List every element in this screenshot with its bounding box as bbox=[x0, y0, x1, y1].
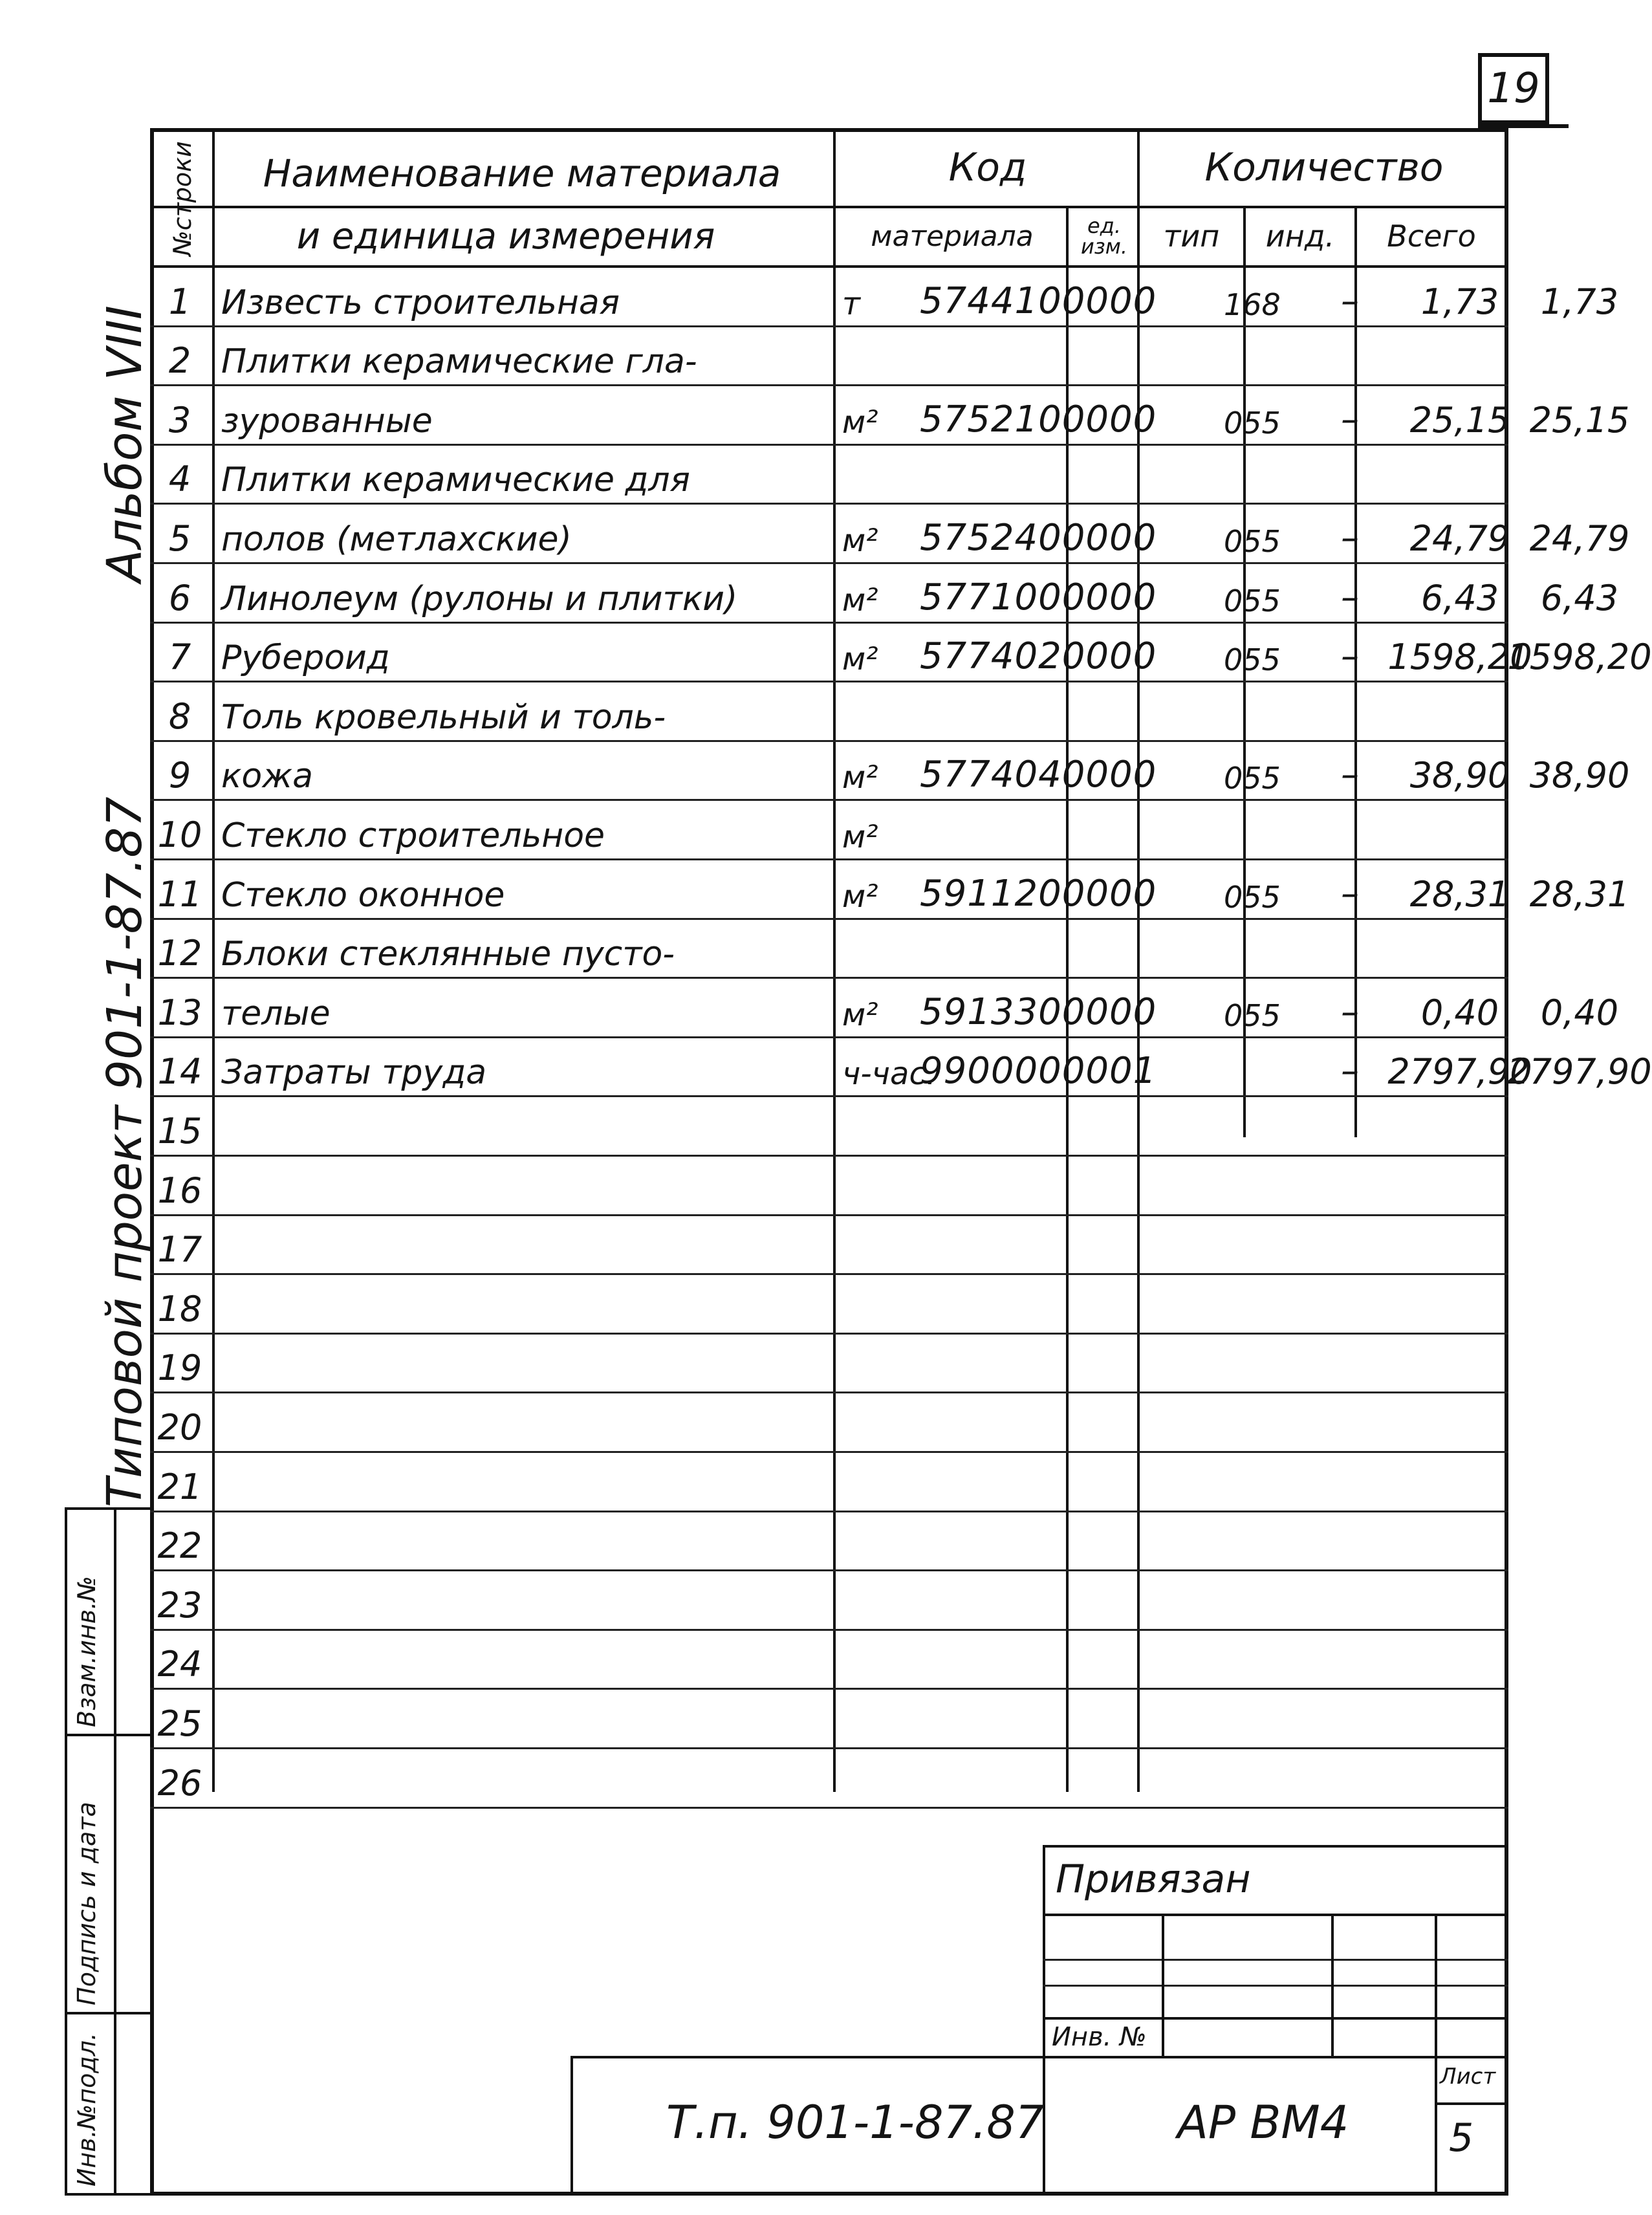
side-stamp-div1 bbox=[65, 1734, 153, 1736]
qty-total bbox=[1515, 801, 1644, 860]
material-code: 5752400000 bbox=[920, 516, 1157, 559]
qty-tip bbox=[1298, 801, 1402, 860]
stamp-top bbox=[1043, 1845, 1508, 1848]
material-name: Плитки керамические гла- bbox=[221, 342, 697, 382]
table-row bbox=[150, 386, 1630, 446]
material-name bbox=[221, 1216, 900, 1276]
material-name: Стекло оконное bbox=[221, 875, 505, 915]
unit-code: 055 bbox=[1224, 583, 1281, 618]
qty-tip bbox=[1298, 1393, 1402, 1453]
qty-tip bbox=[1298, 1749, 1402, 1809]
qty-total: 2797,90 bbox=[1507, 1051, 1652, 1093]
table-row bbox=[150, 1335, 1508, 1394]
row-number: 6 bbox=[168, 577, 191, 618]
material-code: 5913300000 bbox=[920, 990, 1157, 1033]
qty-total: 6,43 bbox=[1540, 577, 1619, 618]
qty-total bbox=[1515, 682, 1644, 742]
table-row bbox=[150, 1216, 1508, 1276]
material-code bbox=[920, 1631, 1211, 1690]
unit-code bbox=[1224, 1749, 1295, 1809]
material-code: 5911200000 bbox=[920, 872, 1157, 915]
material-name bbox=[221, 1690, 900, 1749]
table-row bbox=[150, 682, 1508, 742]
row-number: 20 bbox=[157, 1406, 202, 1448]
unit-code: 055 bbox=[1224, 642, 1281, 678]
table-row bbox=[150, 1157, 1508, 1216]
material-name: Стекло строительное bbox=[221, 816, 605, 855]
qty-ind bbox=[1405, 801, 1515, 860]
qty-ind bbox=[1405, 327, 1515, 387]
row-number: 22 bbox=[157, 1525, 202, 1567]
stamp-inv-no: Инв. № bbox=[1052, 2022, 1147, 2052]
material-code: 5752100000 bbox=[920, 398, 1157, 441]
table-row bbox=[150, 564, 1619, 624]
material-name: зурованные bbox=[221, 401, 433, 441]
qty-tip bbox=[1298, 1453, 1402, 1512]
project-title: Типовой проект 901-1-87.87 bbox=[97, 796, 153, 1507]
qty-ind: 2797,90 bbox=[1387, 1051, 1532, 1093]
unit-code bbox=[1224, 1690, 1295, 1749]
stamp-vcol2 bbox=[1331, 1914, 1334, 2056]
qty-ind bbox=[1405, 920, 1515, 979]
unit-code bbox=[1224, 1393, 1295, 1453]
qty-tip: – bbox=[1341, 516, 1359, 559]
table-row bbox=[150, 1453, 1508, 1512]
material-code bbox=[920, 446, 1211, 505]
material-name bbox=[221, 1453, 900, 1512]
unit-code bbox=[1224, 1157, 1295, 1216]
row-number: 3 bbox=[168, 399, 191, 441]
sheet-number: 5 bbox=[1449, 2115, 1474, 2161]
qty-total bbox=[1515, 920, 1644, 979]
qty-ind bbox=[1405, 1690, 1515, 1749]
table-row bbox=[150, 446, 1508, 505]
qty-total bbox=[1515, 1157, 1644, 1216]
qty-tip: – bbox=[1341, 635, 1359, 678]
material-code: 5774020000 bbox=[920, 635, 1157, 678]
material-code bbox=[920, 327, 1211, 387]
unit-code bbox=[1224, 327, 1295, 387]
header-qty-tip: тип bbox=[1163, 219, 1220, 254]
table-row bbox=[150, 1631, 1508, 1690]
qty-total: 24,79 bbox=[1529, 518, 1630, 559]
row-number: 2 bbox=[168, 340, 191, 382]
qty-ind: 25,15 bbox=[1409, 399, 1510, 441]
qty-total bbox=[1515, 1216, 1644, 1276]
unit-code bbox=[1224, 801, 1295, 860]
qty-ind: 38,90 bbox=[1409, 755, 1510, 796]
qty-tip: – bbox=[1341, 398, 1359, 441]
material-code bbox=[920, 1157, 1211, 1216]
material-code bbox=[920, 1335, 1211, 1394]
album-title: Альбом VIII bbox=[97, 305, 153, 582]
qty-tip bbox=[1298, 446, 1402, 505]
material-code bbox=[920, 801, 1211, 860]
unit-code: 055 bbox=[1224, 405, 1281, 441]
material-code bbox=[920, 1275, 1211, 1335]
unit-code: 055 bbox=[1224, 523, 1281, 559]
row-number: 8 bbox=[168, 695, 191, 737]
row-number: 14 bbox=[157, 1051, 202, 1093]
qty-total: 1598,20 bbox=[1507, 637, 1652, 678]
qty-total bbox=[1515, 1453, 1644, 1512]
qty-ind bbox=[1405, 1335, 1515, 1394]
qty-ind: 1598,20 bbox=[1387, 637, 1532, 678]
qty-ind bbox=[1405, 1097, 1515, 1157]
material-name bbox=[221, 1275, 900, 1335]
material-name: Рубероид bbox=[221, 638, 390, 678]
table-row bbox=[150, 1749, 1508, 1809]
qty-tip: – bbox=[1341, 576, 1359, 618]
qty-ind: 28,31 bbox=[1409, 873, 1510, 915]
material-code bbox=[920, 1393, 1211, 1453]
qty-total bbox=[1515, 1097, 1644, 1157]
qty-tip: – bbox=[1341, 872, 1359, 915]
section-code: АР ВМ4 bbox=[1177, 2096, 1349, 2149]
qty-total bbox=[1515, 1631, 1644, 1690]
side-stamp-top bbox=[65, 1507, 153, 1510]
qty-tip bbox=[1298, 682, 1402, 742]
qty-tip: – bbox=[1341, 990, 1359, 1033]
header-qty-ind: инд. bbox=[1265, 219, 1335, 254]
qty-ind bbox=[1405, 1275, 1515, 1335]
side-label-vzam: Взам.инв.№ bbox=[72, 1576, 101, 1727]
table-row bbox=[150, 505, 1630, 564]
qty-total: 0,40 bbox=[1540, 992, 1619, 1033]
qty-ind: 1,73 bbox=[1420, 281, 1499, 322]
qty-total bbox=[1515, 1512, 1644, 1572]
table-row bbox=[150, 1275, 1508, 1335]
row-number: 23 bbox=[157, 1584, 202, 1626]
qty-total bbox=[1515, 1275, 1644, 1335]
table-row bbox=[150, 979, 1619, 1038]
qty-tip bbox=[1298, 1512, 1402, 1572]
table-row bbox=[150, 1690, 1508, 1749]
doc-code: Т.п. 901-1-87.87 bbox=[666, 2096, 1045, 2149]
material-name bbox=[221, 1157, 900, 1216]
row-number: 17 bbox=[157, 1229, 202, 1271]
table-row bbox=[150, 860, 1630, 920]
material-code bbox=[920, 1690, 1211, 1749]
unit-code bbox=[1224, 682, 1295, 742]
material-code bbox=[920, 1749, 1211, 1809]
unit-code: 055 bbox=[1224, 998, 1281, 1033]
qty-ind: 0,40 bbox=[1420, 992, 1499, 1033]
row-number: 4 bbox=[168, 459, 191, 500]
row-number: 24 bbox=[157, 1644, 202, 1685]
side-stamp-mid bbox=[114, 1507, 116, 2196]
material-name: Блоки стеклянные пусто- bbox=[221, 935, 675, 974]
unit-code bbox=[1224, 1216, 1295, 1276]
material-name: полов (метлахские) bbox=[221, 519, 572, 559]
qty-tip bbox=[1298, 920, 1402, 979]
measure-unit: м² bbox=[842, 818, 878, 855]
qty-tip: – bbox=[1341, 754, 1359, 796]
header-code: Код bbox=[948, 145, 1027, 190]
page-number: 19 bbox=[1478, 53, 1549, 124]
unit-code bbox=[1224, 920, 1295, 979]
side-label-podpis: Подпись и дата bbox=[72, 1802, 101, 2005]
row-number: 10 bbox=[157, 814, 202, 855]
stamp-row4 bbox=[1043, 2017, 1508, 2020]
row-number: 18 bbox=[157, 1288, 202, 1329]
material-name: кожа bbox=[221, 757, 313, 796]
qty-tip bbox=[1298, 1690, 1402, 1749]
qty-tip bbox=[1298, 1157, 1402, 1216]
qty-tip bbox=[1298, 1571, 1402, 1631]
material-name: Толь кровельный и толь- bbox=[221, 697, 666, 737]
header-quantity: Количество bbox=[1204, 145, 1444, 190]
material-code bbox=[920, 682, 1211, 742]
table-row bbox=[150, 801, 1508, 860]
qty-ind bbox=[1405, 682, 1515, 742]
material-code: 5771000000 bbox=[920, 576, 1157, 618]
unit-code bbox=[1224, 1097, 1295, 1157]
stamp-vcol3 bbox=[1435, 1914, 1437, 2196]
header-qty-total: Всего bbox=[1387, 219, 1476, 254]
row-number: 15 bbox=[157, 1110, 202, 1151]
side-stamp-left bbox=[65, 1507, 67, 2196]
sheet-label: Лист bbox=[1440, 2064, 1496, 2090]
qty-ind bbox=[1405, 1631, 1515, 1690]
unit-code bbox=[1224, 1453, 1295, 1512]
header-code-unit: ед. изм. bbox=[1080, 213, 1128, 259]
qty-total: 1,73 bbox=[1540, 281, 1619, 322]
qty-ind bbox=[1405, 446, 1515, 505]
header-name-line1: Наименование материала bbox=[263, 151, 781, 195]
row-number: 25 bbox=[157, 1703, 202, 1744]
material-code: 5774040000 bbox=[920, 754, 1157, 796]
material-name: телые bbox=[221, 994, 331, 1033]
material-code bbox=[920, 920, 1211, 979]
qty-tip bbox=[1298, 1631, 1402, 1690]
qty-tip bbox=[1298, 1275, 1402, 1335]
unit-code bbox=[1224, 446, 1295, 505]
qty-ind bbox=[1405, 1453, 1515, 1512]
stamp-row2 bbox=[1043, 1959, 1508, 1961]
qty-tip bbox=[1298, 1216, 1402, 1276]
row-number: 16 bbox=[157, 1170, 202, 1211]
material-name bbox=[221, 1571, 900, 1631]
qty-tip: – bbox=[1341, 279, 1359, 322]
qty-ind: 24,79 bbox=[1409, 518, 1510, 559]
qty-total: 28,31 bbox=[1529, 873, 1630, 915]
measure-unit: м² bbox=[842, 582, 878, 618]
unit-code bbox=[1224, 1038, 1295, 1098]
qty-ind bbox=[1405, 1393, 1515, 1453]
table-row bbox=[150, 1038, 1652, 1098]
qty-tip bbox=[1298, 327, 1402, 387]
material-code bbox=[920, 1571, 1211, 1631]
qty-total bbox=[1515, 446, 1644, 505]
table-row bbox=[150, 268, 1619, 327]
material-name bbox=[221, 1335, 900, 1394]
qty-ind bbox=[1405, 1512, 1515, 1572]
header-name-line2: и единица измерения bbox=[296, 215, 715, 257]
material-name: Линолеум (рулоны и плитки) bbox=[221, 579, 738, 618]
table-row bbox=[150, 1393, 1508, 1453]
table-row bbox=[150, 327, 1508, 387]
unit-code bbox=[1224, 1571, 1295, 1631]
row-number: 9 bbox=[168, 755, 191, 796]
title-block-left bbox=[571, 2056, 573, 2196]
measure-unit: м² bbox=[842, 996, 878, 1033]
qty-ind: 6,43 bbox=[1420, 577, 1499, 618]
qty-ind bbox=[1405, 1157, 1515, 1216]
unit-code bbox=[1224, 1335, 1295, 1394]
material-name: Затраты труда bbox=[221, 1053, 487, 1093]
material-name bbox=[221, 1393, 900, 1453]
row-number: 1 bbox=[168, 281, 191, 322]
measure-unit: м² bbox=[842, 878, 878, 915]
qty-total bbox=[1515, 327, 1644, 387]
header-row-number: №строки bbox=[168, 141, 197, 256]
material-name: Плитки керамические для bbox=[221, 461, 690, 500]
measure-unit: м² bbox=[842, 641, 878, 678]
unit-code: 055 bbox=[1224, 761, 1281, 796]
qty-total bbox=[1515, 1393, 1644, 1453]
qty-tip: – bbox=[1341, 1050, 1359, 1093]
unit-code: 168 bbox=[1224, 287, 1281, 322]
measure-unit: ч-час. bbox=[842, 1056, 937, 1093]
table-row bbox=[150, 624, 1652, 683]
row-number: 19 bbox=[157, 1348, 202, 1389]
qty-ind bbox=[1405, 1571, 1515, 1631]
qty-ind bbox=[1405, 1749, 1515, 1809]
unit-code bbox=[1224, 1275, 1295, 1335]
table-row bbox=[150, 742, 1630, 802]
qty-total bbox=[1515, 1571, 1644, 1631]
measure-unit: м² bbox=[842, 404, 878, 441]
stamp-row3 bbox=[1043, 1985, 1508, 1987]
stamp-privyazan: Привязан bbox=[1056, 1857, 1251, 1902]
stamp-vcol1 bbox=[1162, 1914, 1164, 2056]
qty-ind bbox=[1405, 1216, 1515, 1276]
row-number: 12 bbox=[157, 933, 202, 974]
side-label-inv: Инв.№подл. bbox=[72, 2032, 101, 2187]
header-code-material: материала bbox=[871, 219, 1034, 253]
table-row bbox=[150, 1571, 1508, 1631]
qty-tip bbox=[1298, 1335, 1402, 1394]
title-block-top bbox=[571, 2056, 1508, 2058]
row-number: 11 bbox=[157, 873, 202, 915]
row-divider bbox=[150, 1807, 1508, 1809]
measure-unit: м² bbox=[842, 522, 878, 559]
measure-unit: м² bbox=[842, 759, 878, 796]
qty-tip bbox=[1298, 1097, 1402, 1157]
qty-total: 25,15 bbox=[1529, 399, 1630, 441]
row-number: 21 bbox=[157, 1466, 202, 1507]
material-code: 9900000001 bbox=[920, 1050, 1157, 1093]
sheet-divider bbox=[1435, 2102, 1508, 2105]
material-code: 5744100000 bbox=[920, 279, 1157, 322]
row-number: 13 bbox=[157, 992, 202, 1033]
material-code bbox=[920, 1216, 1211, 1276]
material-name bbox=[221, 1631, 900, 1690]
side-stamp-bottom bbox=[65, 2193, 153, 2196]
unit-code bbox=[1224, 1631, 1295, 1690]
unit-code bbox=[1224, 1512, 1295, 1572]
measure-unit: т bbox=[842, 285, 860, 322]
qty-total bbox=[1515, 1335, 1644, 1394]
unit-code: 055 bbox=[1224, 879, 1281, 915]
side-stamp-div2 bbox=[65, 2012, 153, 2014]
material-code bbox=[920, 1512, 1211, 1572]
qty-total bbox=[1515, 1690, 1644, 1749]
row-number: 5 bbox=[168, 518, 191, 559]
material-code bbox=[920, 1097, 1211, 1157]
row-number: 26 bbox=[157, 1762, 202, 1804]
material-name bbox=[221, 1097, 900, 1157]
material-name bbox=[221, 1512, 900, 1572]
row-number: 7 bbox=[168, 637, 191, 678]
table-row bbox=[150, 920, 1508, 979]
material-name: Известь строительная bbox=[221, 283, 620, 322]
material-code bbox=[920, 1453, 1211, 1512]
qty-total: 38,90 bbox=[1529, 755, 1630, 796]
stamp-row1 bbox=[1043, 1914, 1508, 1916]
table-row bbox=[150, 1097, 1508, 1157]
table-row bbox=[150, 1512, 1508, 1572]
material-name bbox=[221, 1749, 900, 1809]
qty-total bbox=[1515, 1749, 1644, 1809]
